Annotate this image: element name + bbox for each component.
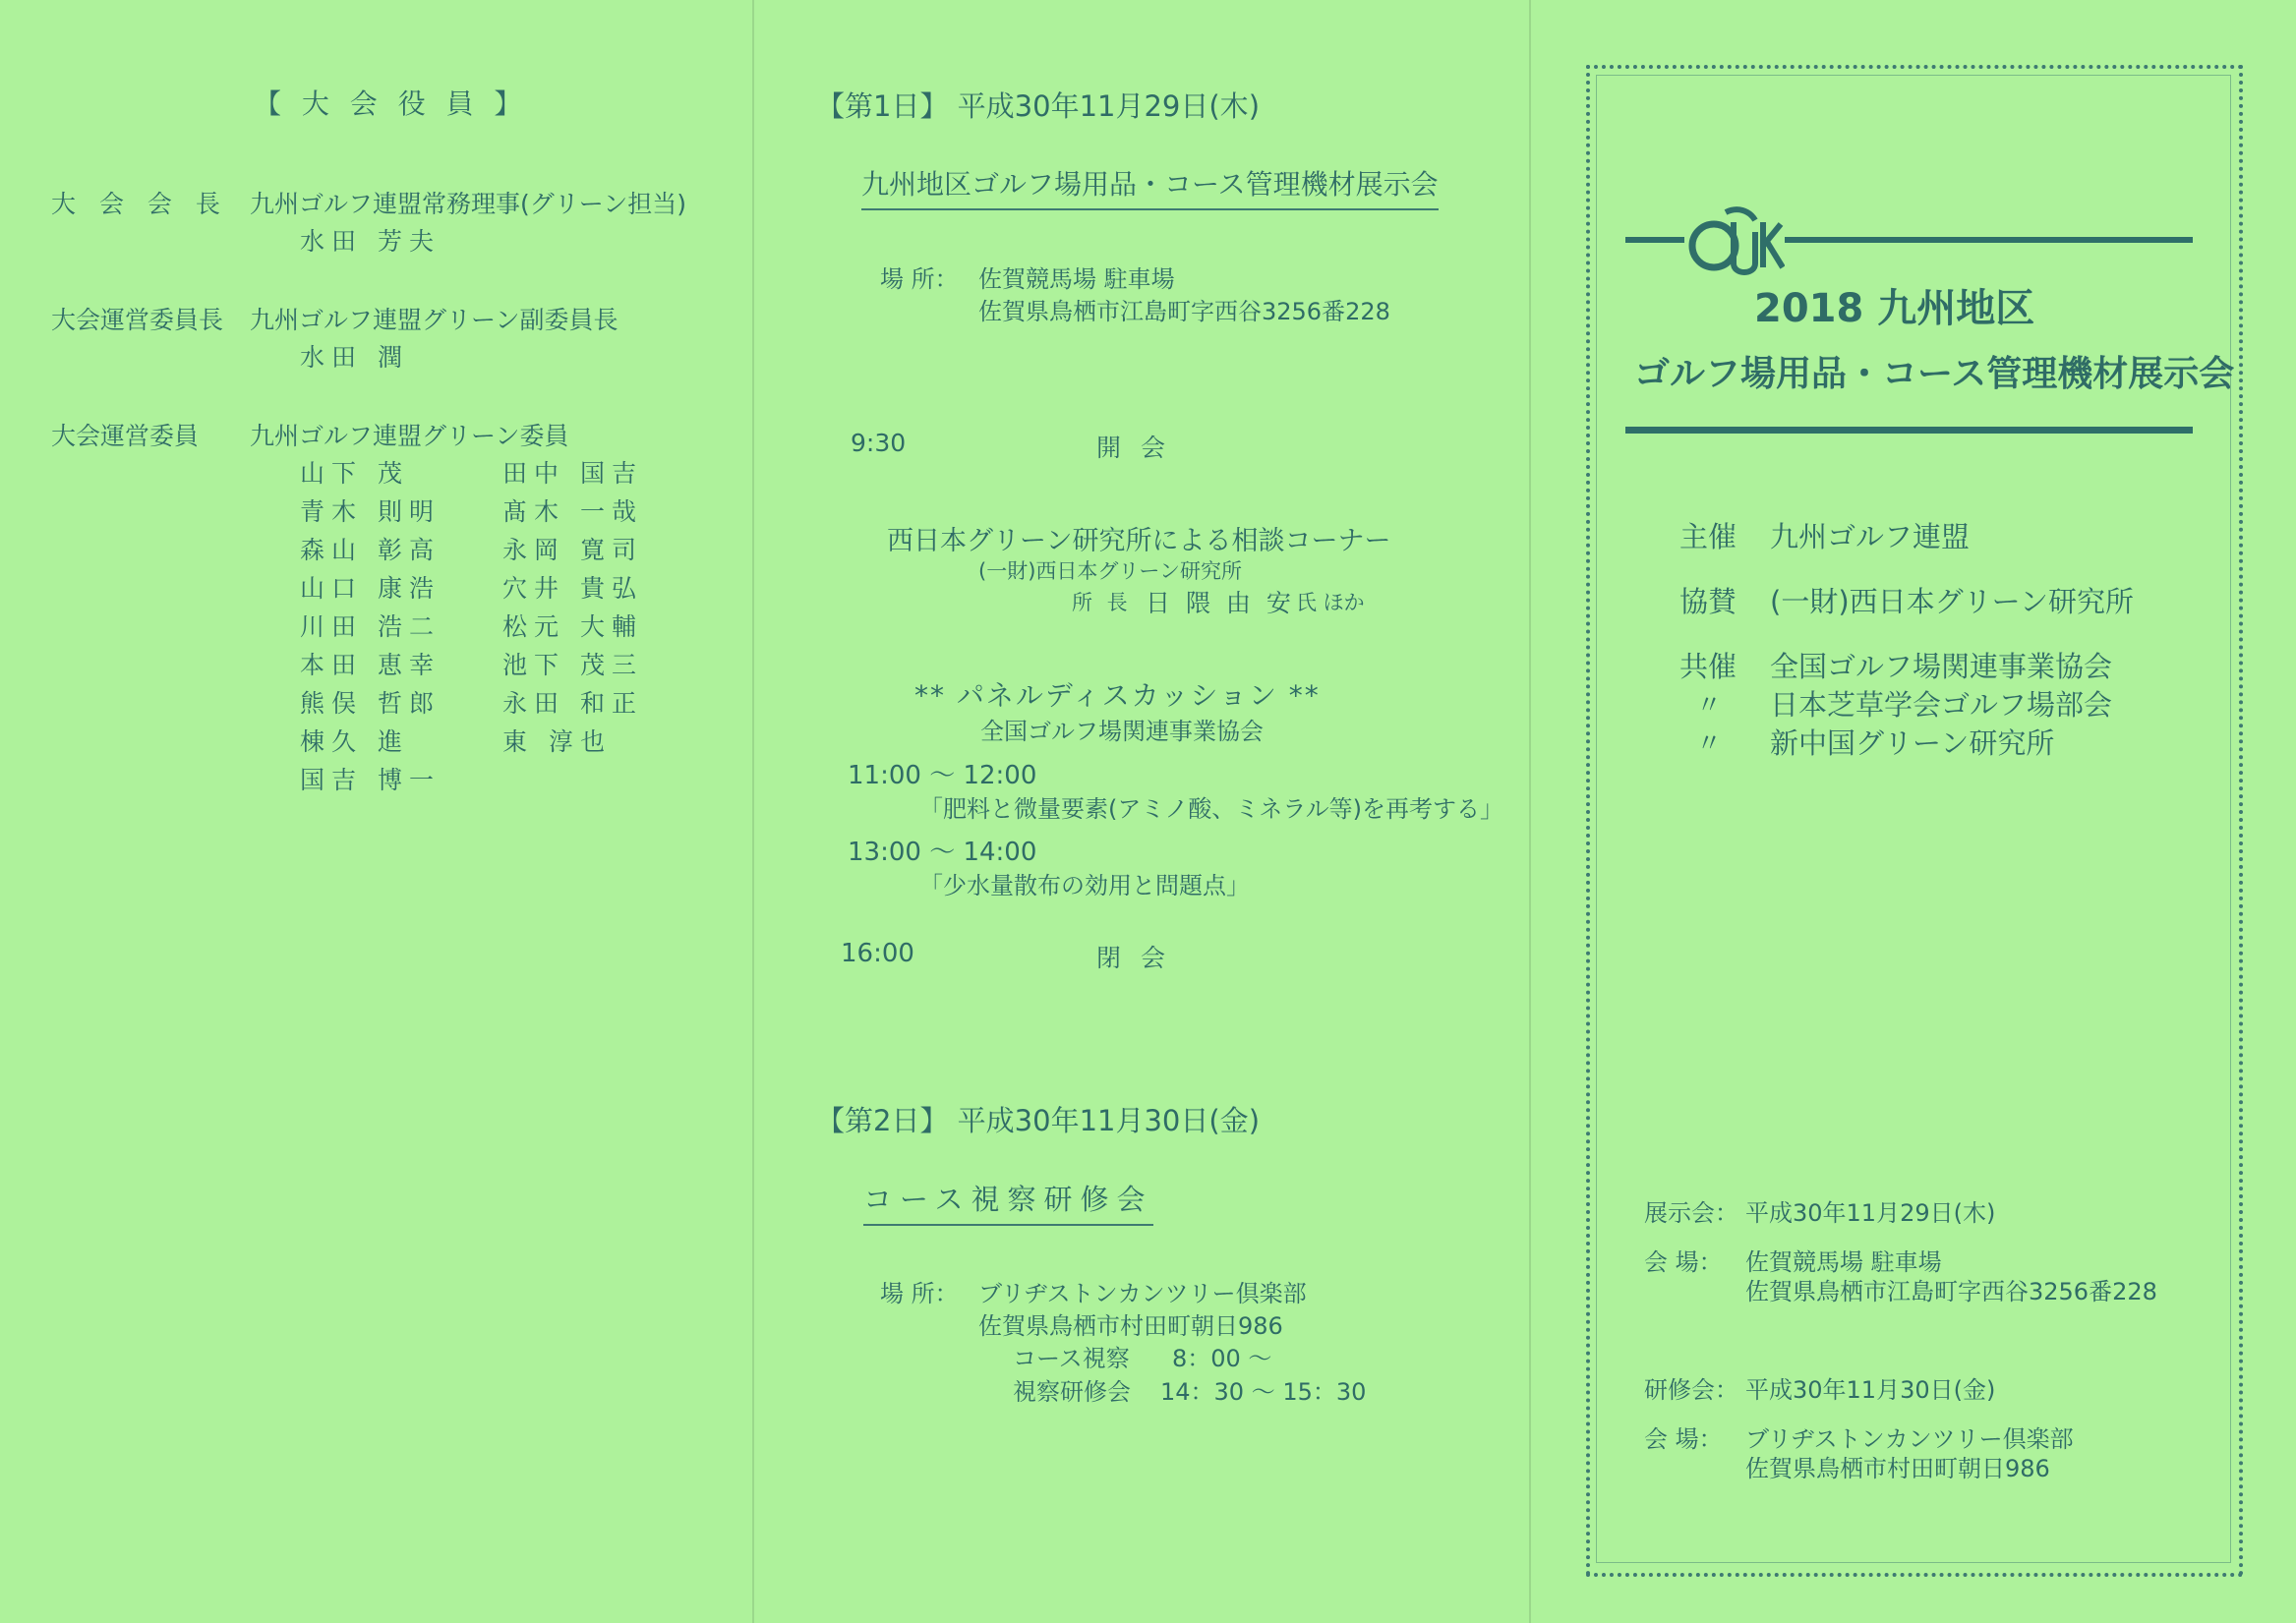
bottom-rule xyxy=(1625,427,2193,434)
fold-line-left xyxy=(752,0,754,1623)
panel-title: ** パネルディスカッション ** xyxy=(914,679,1321,712)
open-time: 9:30 xyxy=(851,429,907,457)
member-name: 永岡 寛司 xyxy=(502,536,643,564)
member-name: 山口 康浩 xyxy=(300,574,441,603)
expo-venue: 佐賀競馬場 駐車場 xyxy=(1745,1248,1942,1276)
chair-name: 水田 潤 xyxy=(300,343,409,372)
day1-place-address: 佐賀県鳥栖市江島町字西谷3256番228 xyxy=(978,298,1390,325)
fold-line-right xyxy=(1529,0,1531,1623)
ditto-mark: 〃 xyxy=(1696,729,1723,759)
training-venue: ブリヂストンカンツリー倶楽部 xyxy=(1745,1425,2074,1453)
session1-topic: 「肥料と微量要素(アミノ酸、ミネラル等)を再考する」 xyxy=(919,795,1504,823)
chair-title: 大会運営委員長 xyxy=(51,306,224,334)
consult-person-suffix: 氏 ほか xyxy=(1296,591,1365,614)
training-address: 佐賀県鳥栖市村田町朝日986 xyxy=(1745,1455,2050,1482)
member-name: 池下 茂三 xyxy=(502,651,643,679)
member-name: 森山 彰高 xyxy=(300,536,441,564)
consult-person-prefix: 所 長 xyxy=(1072,591,1132,614)
member-name: 田中 国吉 xyxy=(502,459,643,488)
member-name: 青木 則明 xyxy=(300,497,441,526)
consult-person: 日 隈 由 安 xyxy=(1146,589,1295,617)
top-rule-left xyxy=(1625,237,1684,243)
member-name: 川田 浩二 xyxy=(300,612,441,641)
member-name: 山下 茂 xyxy=(300,459,409,488)
chair-role: 九州ゴルフ連盟グリーン副委員長 xyxy=(250,306,618,334)
expo-date: 平成30年11月29日(木) xyxy=(1745,1199,1996,1227)
sponsor-name: (一財)西日本グリーン研究所 xyxy=(1770,585,2135,618)
course-time: 8：00 ～ xyxy=(1172,1345,1272,1372)
training-date-label: 研修会： xyxy=(1644,1376,1738,1404)
member-name: 東 淳也 xyxy=(502,727,612,756)
cohost-label: 共催 xyxy=(1679,650,1737,683)
member-name: 本田 恵幸 xyxy=(300,651,441,679)
member-name: 棟久 進 xyxy=(300,727,409,756)
expo-venue-label: 会 場： xyxy=(1644,1248,1723,1276)
day2-header: 【第2日】 平成30年11月30日(金) xyxy=(816,1104,1261,1137)
officers-heading: 【 大 会 役 員 】 xyxy=(254,87,528,120)
top-rule-right xyxy=(1785,237,2193,243)
cover-title-line2: ゴルフ場用品・コース管理機材展示会 xyxy=(1634,354,2235,394)
ditto-mark: 〃 xyxy=(1696,691,1723,721)
day2-place-label: 場 所： xyxy=(880,1280,959,1307)
session2-time: 13:00 ～ 14:00 xyxy=(848,838,1037,867)
cover-title-line1: 2018 九州地区 xyxy=(1754,286,2035,331)
host-label: 主催 xyxy=(1679,520,1737,553)
training-label: 視察研修会 xyxy=(1013,1378,1131,1406)
president-title: 大 会 会 長 xyxy=(51,190,228,218)
day2-title: コース視察研修会 xyxy=(863,1178,1153,1226)
course-label: コース視察 xyxy=(1013,1345,1130,1372)
member-name: 熊俣 哲郎 xyxy=(300,689,441,718)
session2-topic: 「少水量散布の効用と問題点」 xyxy=(919,872,1250,899)
session1-time: 11:00 ～ 12:00 xyxy=(848,761,1037,790)
open-label: 開 会 xyxy=(1096,434,1171,462)
training-date: 平成30年11月30日(金) xyxy=(1745,1376,1996,1404)
training-venue-label: 会 場： xyxy=(1644,1425,1723,1453)
close-label: 閉 会 xyxy=(1096,944,1171,972)
member-name: 髙木 一哉 xyxy=(502,497,643,526)
kgu-logo-icon xyxy=(1686,203,1785,281)
panel-org: 全国ゴルフ場関連事業協会 xyxy=(980,718,1264,745)
cohost-name: 新中国グリーン研究所 xyxy=(1770,726,2055,760)
host-name: 九州ゴルフ連盟 xyxy=(1770,520,1971,553)
president-name: 水田 芳夫 xyxy=(300,227,441,256)
committee-role: 九州ゴルフ連盟グリーン委員 xyxy=(250,422,569,450)
member-name: 永田 和正 xyxy=(502,689,643,718)
day2-place-address: 佐賀県鳥栖市村田町朝日986 xyxy=(978,1312,1283,1340)
consult-org: (一財)西日本グリーン研究所 xyxy=(978,559,1242,583)
training-time: 14：30 ～ 15：30 xyxy=(1160,1378,1367,1406)
day2-place-name: ブリヂストンカンツリー倶楽部 xyxy=(978,1280,1307,1307)
day1-header: 【第1日】 平成30年11月29日(木) xyxy=(816,89,1261,123)
day1-place-name: 佐賀競馬場 駐車場 xyxy=(978,265,1175,293)
day1-place-label: 場 所： xyxy=(880,265,959,293)
member-name: 松元 大輔 xyxy=(502,612,643,641)
sponsor-label: 協賛 xyxy=(1679,585,1737,618)
expo-address: 佐賀県鳥栖市江島町字西谷3256番228 xyxy=(1745,1278,2157,1305)
expo-label: 展示会： xyxy=(1644,1199,1738,1227)
committee-title: 大会運営委員 xyxy=(51,422,200,450)
consult-title: 西日本グリーン研究所による相談コーナー xyxy=(887,526,1391,556)
member-name: 穴井 貴弘 xyxy=(502,574,643,603)
day1-title: 九州地区ゴルフ場用品・コース管理機材展示会 xyxy=(861,163,1439,210)
cohost-name: 日本芝草学会ゴルフ場部会 xyxy=(1770,688,2113,722)
close-time: 16:00 xyxy=(841,939,914,968)
cohost-name: 全国ゴルフ場関連事業協会 xyxy=(1770,650,2113,683)
member-name: 国吉 博一 xyxy=(300,766,441,794)
president-role: 九州ゴルフ連盟常務理事(グリーン担当) xyxy=(250,190,687,218)
